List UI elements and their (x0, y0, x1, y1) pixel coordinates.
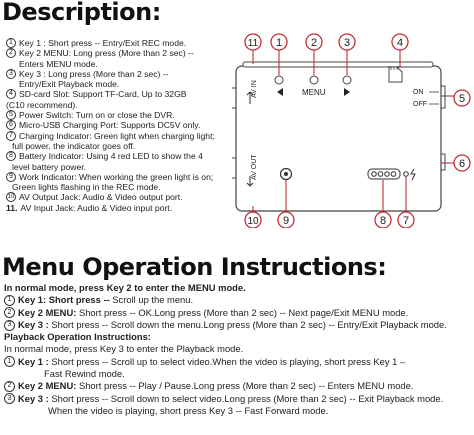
item-text: SD-card Slot: Support TF-Card, Up to 32GB (19, 89, 187, 100)
svg-text:11: 11 (247, 38, 259, 49)
key-label: Key 3 : (18, 318, 49, 330)
svg-text:2: 2 (310, 37, 318, 49)
list-item (6, 172, 234, 182)
svg-text:9: 9 (282, 215, 290, 227)
item-number: 11. (6, 202, 18, 213)
callout-4 (392, 34, 408, 50)
item-text: Battery Indicator: Using 4 red LED to show the 4 (19, 151, 203, 162)
key-label: Key 2 MENU: (18, 306, 77, 318)
key-label: Key 3 : (18, 392, 49, 404)
item-text: AV Output Jack: Audio & Video output port. (19, 192, 183, 203)
device-diagram (228, 28, 474, 228)
list-item (4, 380, 474, 392)
list-item (4, 307, 474, 319)
key-label: Key 1 : (18, 355, 49, 367)
item-number: 1 (4, 295, 15, 306)
item-number: 5 (6, 110, 16, 120)
item-number: 7 (6, 131, 16, 141)
item-number: 6 (6, 120, 16, 130)
description-list (6, 38, 234, 213)
list-item (6, 120, 234, 130)
item-number: 2 (4, 381, 15, 392)
key-3-button[interactable] (343, 76, 351, 84)
list-item (6, 48, 234, 69)
item-text: Key 1 : Short press -- Entry/Exit REC mode. (19, 38, 187, 48)
list-item (6, 151, 234, 161)
list-item (6, 131, 234, 141)
list-item (4, 356, 474, 368)
key-label: Key 1: Short press -- (18, 294, 110, 306)
item-text: Short press -- Scroll up to select video.When the video is playing, short press Key 1 – (48, 355, 406, 367)
item-number: 3 (4, 320, 15, 331)
list-item (4, 393, 474, 405)
item-text: Short press -- Scroll down the menu.Long press (More than 2 sec) -- Entry/Exit Playback mode. (48, 318, 447, 330)
item-text: Short press -- Play / Pause.Long press (More than 2 sec) -- Enters MENU mode. (76, 380, 414, 392)
key-1-button[interactable] (275, 76, 283, 84)
list-item (4, 294, 474, 306)
svg-text:3: 3 (343, 37, 351, 49)
av-out-label: AV OUT (251, 154, 258, 180)
item-text: Short press -- OK.Long press (More than 2 sec) -- Next page/Exit MENU mode. (76, 306, 409, 318)
item-text: full power, the indicator goes off. (12, 140, 136, 151)
item-text: Enters MENU mode. (19, 58, 98, 69)
list-item (6, 110, 234, 120)
menu-ops-title: Menu Operation Instructions: (2, 253, 387, 281)
svg-text:10: 10 (247, 216, 259, 227)
item-text: Key 3 : Long press (More than 2 sec) -- (19, 68, 169, 79)
item-text: Entry/Exit Playback mode. (19, 79, 120, 90)
list-item (6, 89, 234, 99)
item-number: 1 (6, 38, 16, 48)
menu-label: MENU (302, 88, 326, 97)
item-number: 2 (6, 48, 16, 58)
playback-intro: In normal mode, press Key 3 to enter the Playback mode. (4, 343, 244, 355)
svg-text:7: 7 (402, 215, 410, 227)
description-title: Description: (2, 0, 161, 26)
list-item (6, 203, 234, 213)
callout-10 (245, 212, 261, 228)
switch-on-label: ON (413, 89, 424, 96)
svg-text:1: 1 (275, 37, 283, 49)
item-text: Charging Indicator: Green light when charging light; (19, 130, 215, 141)
callout-1 (271, 34, 287, 50)
item-text: (C10 recommend). (6, 99, 78, 110)
key-2-menu-button[interactable] (310, 76, 318, 84)
callout-9 (278, 212, 294, 228)
item-text: Scroll up the menu. (109, 294, 194, 306)
callout-8 (375, 212, 391, 228)
svg-text:4: 4 (396, 37, 404, 49)
menu-ops-section (4, 282, 474, 417)
list-item (6, 69, 234, 90)
item-number: 9 (6, 172, 16, 182)
svg-text:8: 8 (379, 215, 387, 227)
callout-2 (306, 34, 322, 50)
list-item (4, 319, 474, 331)
item-text: Green lights flashing in the REC mode. (12, 182, 161, 193)
device-body (236, 66, 441, 211)
callout-11 (245, 34, 261, 50)
device-top-edge (243, 62, 433, 67)
svg-text:5: 5 (458, 93, 466, 105)
list-item (6, 192, 234, 202)
callout-7 (398, 212, 414, 228)
item-continuation: When the video is playing, short press Key 3 -- Fast Forward mode. (48, 404, 329, 416)
item-text: Short press -- Scroll down to select video.Long press (More than 2 sec) -- Exit Playback mode. (48, 392, 444, 404)
av-in-label: AV IN (251, 80, 258, 98)
callout-5 (454, 90, 470, 106)
item-number: 3 (6, 69, 16, 79)
item-number: 8 (6, 151, 16, 161)
list-item (6, 38, 234, 48)
item-text: AV Input Jack: Audio & Video input port. (20, 202, 173, 213)
item-text: level battery power. (12, 161, 87, 172)
item-number: 1 (4, 356, 15, 367)
key-label: Key 2 MENU: (18, 380, 77, 392)
svg-text:6: 6 (458, 158, 466, 170)
item-text: Micro-USB Charging Port: Supports DC5V only. (19, 120, 201, 131)
item-text: Power Switch: Turn on or close the DVR. (19, 110, 175, 121)
item-number: 3 (4, 393, 15, 404)
item-number: 10 (6, 192, 16, 202)
item-number: 2 (4, 307, 15, 318)
playback-title: Playback Operation Instructions: (4, 331, 151, 343)
switch-off-label: OFF (413, 101, 427, 108)
callout-6 (454, 155, 470, 171)
item-text: Work Indicator: When working the green light is on; (19, 171, 214, 182)
item-text: Key 2 MENU: Long press (More than 2 sec) -- (19, 48, 194, 59)
menu-intro: In normal mode, press Key 2 to enter the MENU mode. (4, 282, 246, 293)
callout-3 (339, 34, 355, 50)
item-number: 4 (6, 89, 16, 99)
item-continuation: Fast Rewind mode. (44, 368, 125, 380)
